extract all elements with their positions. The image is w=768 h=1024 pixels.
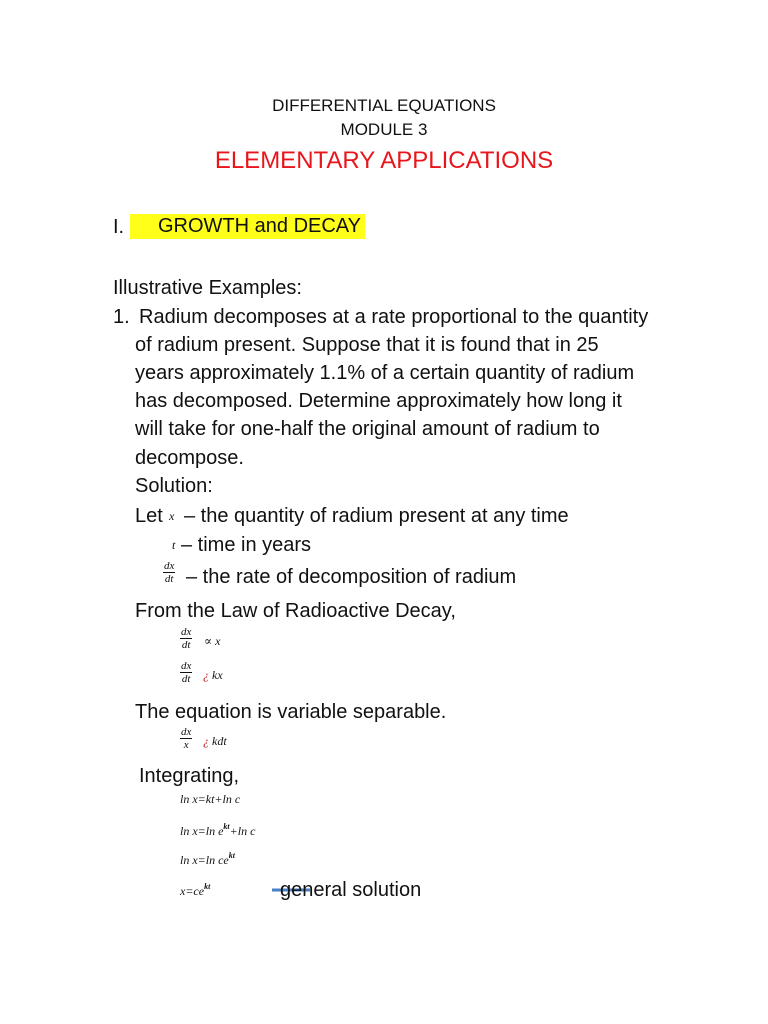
examples-heading: Illustrative Examples:	[113, 277, 302, 299]
fraction-denominator: x	[183, 739, 189, 751]
eq2-rhs	[203, 668, 223, 683]
solution-label: Solution:	[135, 475, 213, 497]
int3-base: ln x=ln ce	[180, 853, 229, 867]
var-x: x	[169, 509, 175, 523]
def-rate: – the rate of decomposition of radium	[186, 566, 517, 588]
eq3-mid: ¿	[203, 734, 209, 748]
var-t: t	[172, 538, 176, 552]
fraction-numerator: dx	[181, 660, 192, 672]
problem-line: will take for one-half the original amount of radium to	[135, 418, 600, 440]
eq3-rhs-text: kdt	[212, 734, 227, 748]
section-title	[130, 214, 365, 239]
let-word: Let	[135, 505, 163, 527]
law-text: From the Law of Radioactive Decay,	[135, 600, 456, 622]
module-label: MODULE 3	[340, 120, 428, 139]
int2-tail: +ln c	[229, 824, 256, 838]
eq2-mid: ¿	[203, 668, 209, 682]
section-number: I.	[113, 216, 125, 238]
int2-base: ln x=ln e	[180, 824, 224, 838]
fraction-numerator: dx	[164, 560, 175, 572]
problem-line: Radium decomposes at a rate proportional to the quantity	[139, 306, 649, 328]
integration-line-2	[180, 822, 255, 839]
integration-line-3	[180, 851, 235, 868]
eq2-rhs-text: kx	[212, 668, 223, 682]
int4-base: x=ce	[180, 884, 205, 898]
rate-fraction	[163, 560, 175, 585]
separable-text: The equation is variable separable.	[135, 701, 447, 723]
problem-line: years approximately 1.1% of a certain quantity of radium	[135, 362, 635, 384]
fraction-numerator: dx	[181, 726, 192, 738]
eq1-rhs	[204, 634, 220, 649]
integration-line-4	[180, 882, 210, 899]
fraction-denominator: dt	[181, 673, 191, 685]
eq2-fraction	[180, 660, 192, 685]
int2-exponent: kt	[223, 822, 230, 831]
fraction-numerator: dx	[181, 626, 192, 638]
eq3-fraction	[180, 726, 192, 751]
def-t: – time in years	[181, 534, 312, 556]
problem-number: 1.	[113, 306, 130, 328]
page-title: ELEMENTARY APPLICATIONS	[214, 147, 554, 174]
course-title: DIFFERENTIAL EQUATIONS	[272, 96, 496, 115]
def-x: – the quantity of radium present at any time	[184, 505, 569, 527]
eq3-rhs	[203, 734, 227, 749]
int3-exponent: kt	[228, 851, 235, 860]
eq1-fraction	[180, 626, 192, 651]
problem-line: of radium present. Suppose that it is found that in 25	[135, 334, 599, 356]
eq1-rhs-text: ∝ x	[204, 634, 221, 648]
general-solution-label: general solution	[280, 879, 422, 901]
integration-line-1: ln x=kt+ln c	[180, 792, 241, 806]
problem-line: decompose.	[135, 447, 244, 469]
fraction-denominator: dt	[164, 573, 174, 585]
section-title-text: GROWTH and DECAY	[158, 215, 361, 237]
problem-line: has decomposed. Determine approximately how long it	[135, 390, 622, 412]
fraction-denominator: dt	[181, 639, 191, 651]
int4-exponent: kt	[204, 882, 211, 891]
integrating-text: Integrating,	[139, 765, 240, 787]
